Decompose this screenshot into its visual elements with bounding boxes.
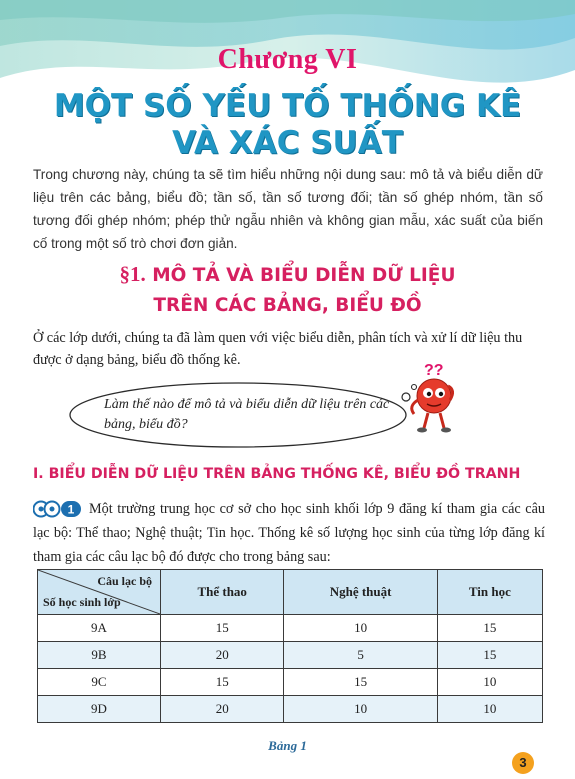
table-cell: 15 [437, 642, 542, 669]
table-corner-bottom: Số học sinh lớp [43, 595, 121, 609]
club-registration-table [37, 569, 543, 723]
table-caption: Bảng 1 [268, 738, 307, 753]
table-corner-cell [38, 570, 161, 615]
subsection-heading: I. BIỂU DIỄN DỮ LIỆU TRÊN BẢNG THỐNG KÊ, BIỂU ĐỒ TRANH [33, 466, 521, 482]
table-cell: 10 [284, 696, 437, 723]
table-cell: 15 [161, 669, 284, 696]
row-label: 9B [38, 642, 161, 669]
section-title [0, 259, 575, 321]
table-corner-top: Câu lạc bộ [97, 574, 152, 588]
table-header-sports: Thể thao [161, 570, 284, 615]
table-row [38, 669, 543, 696]
intro-paragraph: Ở các lớp dưới, chúng ta đã làm quen với việc biểu diễn, phân tích và xử lí dữ liệu thu được ở dạng bảng, biểu đồ thống kê. [33, 330, 523, 368]
table-row [38, 615, 543, 642]
table-header-arts: Nghệ thuật [284, 570, 437, 615]
table-cell: 20 [161, 642, 284, 669]
section-number: §1. [119, 262, 146, 286]
section-title-line-1: MÔ TẢ VÀ BIỂU DIỄN DỮ LIỆU [152, 265, 456, 286]
chapter-label: Chương VI [217, 44, 358, 75]
activity-text: Một trường trung học cơ sở cho học sinh khối lớp 9 đăng kí tham gia các câu lạc bộ: Thể thao; Nghệ thuật; Tin học. Thống kê số lượng học sinh của từng lớp đăng kí tham gia các câu lạc bộ đó được cho trong bảng sau: [33, 501, 545, 565]
table-cell: 10 [284, 615, 437, 642]
row-label: 9C [38, 669, 161, 696]
table-row [38, 642, 543, 669]
row-label: 9A [38, 615, 161, 642]
row-label: 9D [38, 696, 161, 723]
table-cell: 15 [284, 669, 437, 696]
mascot-thinking-icon [398, 360, 468, 435]
activity-number: 1 [67, 502, 75, 517]
table-cell: 10 [437, 696, 542, 723]
chapter-intro: Trong chương này, chúng ta sẽ tìm hiểu những nội dung sau: mô tả và biểu diễn dữ liệu trên các bảng, biểu đồ; tần số, tần số tương đối; tần số ghép nhóm, tần số tương đối ghép nhóm; phép thử ngẫu nhiên và không gian mẫu, xác suất của biến cố trong một số trò chơi đơn giản. [33, 167, 543, 251]
page-number: 3 [512, 752, 534, 774]
chapter-title [0, 88, 575, 162]
section-title-line-2: TRÊN CÁC BẢNG, BIỂU ĐỒ [153, 295, 422, 316]
mascot-question-marks: ?? [424, 362, 444, 379]
table-cell: 5 [284, 642, 437, 669]
chapter-title-line-2: VÀ XÁC SUẤT [172, 125, 403, 161]
question-text: Làm thế nào để mô tả và biểu diễn dữ liệu trên các bảng, biểu đồ? [104, 397, 390, 432]
chapter-title-line-1: MỘT SỐ YẾU TỐ THỐNG KÊ [53, 88, 522, 124]
table-cell: 15 [161, 615, 284, 642]
table-row [38, 696, 543, 723]
table-cell: 15 [437, 615, 542, 642]
table-header-it: Tin học [437, 570, 542, 615]
table-cell: 20 [161, 696, 284, 723]
table-cell: 10 [437, 669, 542, 696]
